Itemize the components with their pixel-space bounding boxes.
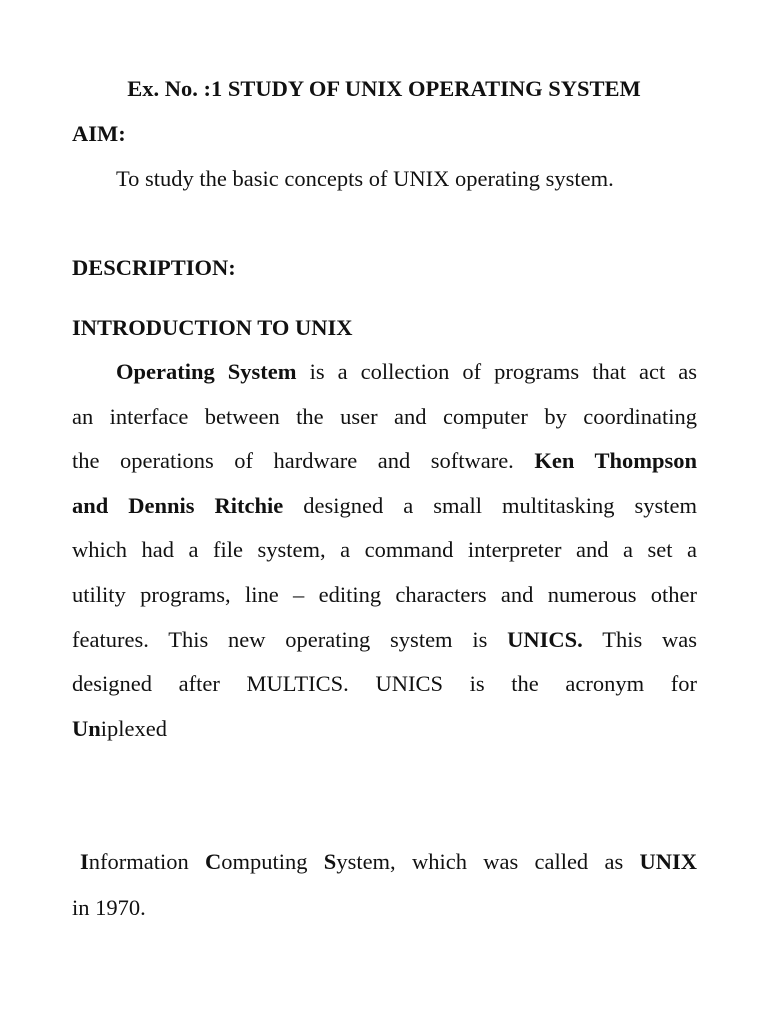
computing-rest: omputing bbox=[221, 849, 324, 874]
para1-line5: which had a file system, a command interpreter and a set a bbox=[72, 537, 697, 562]
para1-line7 bbox=[72, 625, 697, 655]
para1-line1-rest: is a collection of programs that act as bbox=[296, 359, 697, 384]
para1-line7-end: This was bbox=[582, 627, 697, 652]
para1-line7-start: features. This new operating system is bbox=[72, 627, 508, 652]
para1-line3-start: the operations of hardware and software. bbox=[72, 448, 535, 473]
para1-line4-rest: designed a small multitasking system bbox=[283, 493, 697, 518]
para2-line2: in 1970. bbox=[72, 895, 146, 920]
page-title: Ex. No. :1 STUDY OF UNIX OPERATING SYSTEM bbox=[127, 76, 641, 101]
computing-initial: C bbox=[205, 849, 222, 874]
intro-heading: INTRODUCTION TO UNIX bbox=[72, 315, 353, 340]
para1-line9 bbox=[72, 714, 697, 744]
operating-system-term: Operating System bbox=[116, 359, 297, 384]
uniplexed-initial: Un bbox=[72, 716, 101, 741]
dennis-ritchie-term: and Dennis Ritchie bbox=[72, 493, 284, 518]
system-initial: S bbox=[323, 849, 337, 874]
information-initial: I bbox=[80, 849, 89, 874]
para1-line6: utility programs, line – editing characters and numerous other bbox=[72, 582, 697, 607]
aim-heading: AIM: bbox=[72, 121, 126, 146]
para1-line8: designed after MULTICS. UNICS is the acronym for bbox=[72, 671, 697, 696]
information-rest: nformation bbox=[88, 849, 206, 874]
para2-line1 bbox=[80, 847, 697, 877]
unix-term: UNIX bbox=[639, 849, 697, 874]
para1-line1 bbox=[116, 357, 697, 387]
para1-line3 bbox=[72, 446, 697, 476]
description-heading: DESCRIPTION: bbox=[72, 255, 236, 280]
unics-term: UNICS. bbox=[507, 627, 583, 652]
ken-thompson-term: Ken Thompson bbox=[534, 448, 697, 473]
aim-text: To study the basic concepts of UNIX operating system. bbox=[116, 166, 614, 191]
para1-line4 bbox=[72, 491, 697, 521]
system-rest: ystem, which was called as bbox=[336, 849, 640, 874]
para1-line9-rest: iplexed bbox=[100, 716, 167, 741]
para1-line2: an interface between the user and computer by coordinating bbox=[72, 404, 697, 429]
